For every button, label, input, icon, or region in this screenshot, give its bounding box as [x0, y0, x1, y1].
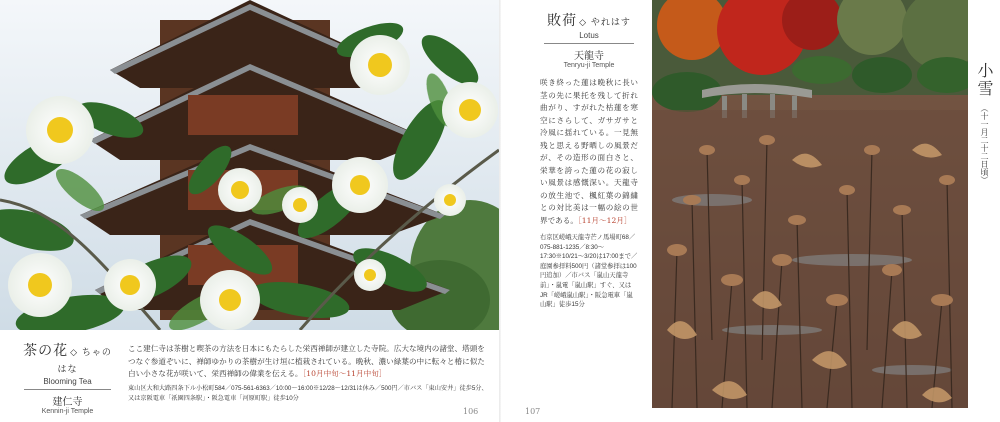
- flower-title: [540, 10, 638, 30]
- season-date: （十一月二十二日頃）: [980, 104, 989, 184]
- right-description: [540, 77, 638, 227]
- page-gutter: [499, 0, 501, 422]
- left-access-info: 東山区大和大路四条下ル小松町584／075-561-6363／10:00〜16:00※12/28〜12/31は休み／500円／市バス「東山安井」徒歩5分、又は京阪電車「祇園四条駅」・阪急電車「河原町駅」徒歩10分: [128, 385, 488, 402]
- temple-name-jp: 建仁寺: [52, 397, 83, 408]
- temple-name-en: Kennin-ji Temple: [41, 408, 94, 415]
- page-number-right: 107: [525, 407, 541, 416]
- flower-name-kana: ◇ やれはす: [579, 18, 631, 28]
- flower-kana-text: やれはす: [590, 18, 631, 28]
- flower-name-jp: 敗荷: [547, 13, 578, 29]
- left-caption: [0, 336, 499, 422]
- title-divider: [24, 389, 111, 390]
- right-text-column: [540, 10, 638, 310]
- page-number-left: 106: [463, 407, 479, 416]
- lotus-pond-photo: [652, 0, 968, 408]
- flower-name-en: Blooming Tea: [43, 377, 92, 386]
- description-text: ここ建仁寺は茶樹と喫茶の方法を日本にもたらした栄西禅師が建立した寺院。広大な境内の諸堂、塔頭をつなぐ参道ぞいに、禅師ゆかりの茶樹が生け垣に植栽されている。晩秋、濃い緑葉の中に転々と椿に似た白い小さな花が咲いて、栄西禅師の偉業を伝える。: [128, 344, 485, 378]
- right-title-block: [540, 10, 638, 69]
- description-text: 咲き終った蓮は晩秋に長い茎の先に果托を残して折れ曲がり、すがれた枯蓮を寒空にさらして、ガサガサと冷風に揺れている。一見無残と思える野晒しの風景だが、その造形の面白さと、栄華を誇った蓮の花の寂しい風景は感慨深い。天龍寺の放生池で、楓紅葉の錦繍との対比美は一幅の絵の世界である。: [540, 78, 638, 225]
- title-divider: [544, 43, 634, 44]
- bloom-period: ［11月〜12月］: [577, 215, 632, 225]
- flower-name-kana: ◇ ちゃのはな: [57, 348, 112, 375]
- flower-kana-text: ちゃのはな: [57, 348, 112, 375]
- flower-title: [20, 340, 115, 376]
- camellia-pagoda-photo: [0, 0, 499, 330]
- season-label: [974, 62, 996, 184]
- season-name: 小雪: [975, 62, 994, 98]
- bloom-period: ［10月中旬〜11月中旬］: [302, 369, 387, 378]
- flower-name-en: Lotus: [579, 31, 599, 40]
- right-access-info: 右京区嵯峨天龍寺芒ノ馬場町68／075-881-1235／8:30〜17:30※10/21〜3/20は17:00まで／庭園参拝料500円（諸堂参拝は100円追加）／市バス「嵐山天龍寺前」・嵐電「嵐山駅」すぐ、又はJR「嵯峨嵐山駅」・阪急電車「嵐山駅」徒歩15分: [540, 234, 638, 309]
- temple-name-en: Tenryu-ji Temple: [563, 62, 615, 69]
- left-description: [128, 343, 488, 381]
- temple-name-jp: 天龍寺: [574, 51, 604, 62]
- flower-name-jp: 茶の花: [23, 343, 69, 359]
- left-title-block: [20, 340, 115, 415]
